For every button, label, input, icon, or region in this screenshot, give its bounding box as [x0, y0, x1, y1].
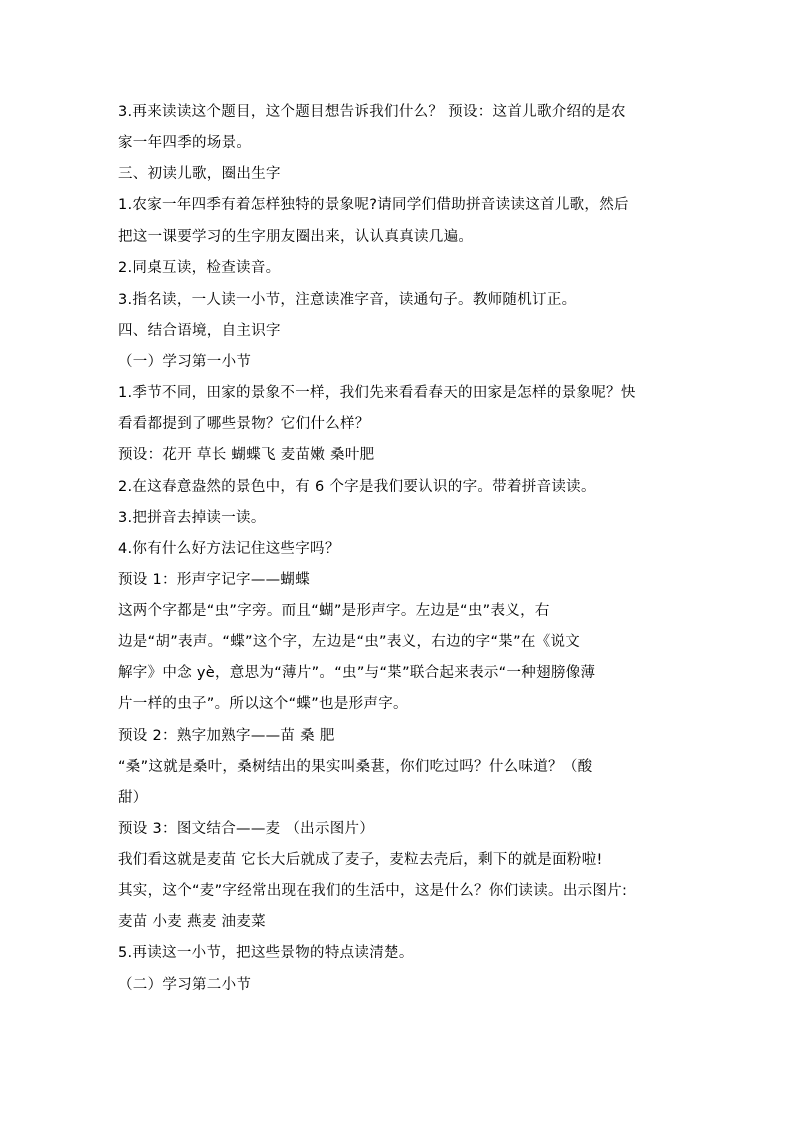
paragraph-line: 片一样的虫子”。所以这个“蝶”也是形声字。 — [118, 696, 408, 712]
paragraph-line: 边是“胡”表声。“蝶”这个字，左边是“虫”表义，右边的字“枼”在《说文 — [118, 634, 581, 650]
paragraph-line: 解字》中念 yè，意思为“薄片”。“虫”与“枼”联合起来表示“一种翅膀像薄 — [118, 665, 596, 681]
section-heading: 三、初读儿歌，圈出生字 — [118, 166, 281, 182]
paragraph-line: 1.农家一年四季有着怎样独特的景象呢?请同学们借助拼音读读这首儿歌，然后 — [118, 197, 629, 213]
section-heading: 四、结合语境，自主识字 — [118, 323, 281, 339]
paragraph-line: 麦苗 小麦 燕麦 油麦菜 — [118, 914, 266, 930]
paragraph-line: 2.同桌互读，检查读音。 — [118, 260, 281, 276]
paragraph-line: 看看都提到了哪些景物？它们什么样？ — [118, 416, 370, 432]
paragraph-line: 4.你有什么好方法记住这些字吗？ — [118, 541, 340, 557]
paragraph-line: 预设 2：熟字加熟字——苗 桑 肥 — [118, 728, 335, 744]
paragraph-line: 预设 1：形声字记字——蝴蝶 — [118, 572, 311, 588]
paragraph-line: 这两个字都是“虫”字旁。而且“蝴”是形声字。左边是“虫”表义，右 — [118, 603, 550, 619]
paragraph-line: 我们看这就是麦苗 它长大后就成了麦子，麦粒去壳后，剩下的就是面粉啦! — [118, 852, 603, 868]
paragraph-line: 3.再来读读这个题目，这个题目想告诉我们什么？ 预设：这首儿歌介绍的是农 — [118, 104, 626, 120]
paragraph-line: 其实，这个“麦”字经常出现在我们的生活中，这是什么？你们读读。出示图片: — [118, 883, 628, 899]
paragraph-line: “桑”这就是桑叶，桑树结出的果实叫桑葚，你们吃过吗？什么味道？（酸 — [118, 759, 593, 775]
paragraph-line: 3.把拼音去掉读一读。 — [118, 510, 266, 526]
subsection-heading: （二）学习第二小节 — [118, 977, 252, 993]
paragraph-line: 预设 3：图文结合——麦 （出示图片） — [118, 821, 375, 837]
paragraph-line: 2.在这春意盎然的景色中，有 6 个字是我们要认识的字。带着拼音读读。 — [118, 479, 596, 495]
paragraph-line: 把这一课要学习的生字朋友圈出来，认认真真读几遍。 — [118, 229, 474, 245]
paragraph-line: 甜） — [118, 790, 148, 806]
subsection-heading: （一）学习第一小节 — [118, 354, 252, 370]
paragraph-line: 1.季节不同，田家的景象不一样，我们先来看看春天的田家是怎样的景象呢？快 — [118, 385, 636, 401]
paragraph-line: 预设：花开 草长 蝴蝶飞 麦苗嫩 桑叶肥 — [118, 447, 375, 463]
paragraph-line: 3.指名读，一人读一小节，注意读准字音，读通句子。教师随机订正。 — [118, 292, 577, 308]
paragraph-line: 5.再读这一小节，把这些景物的特点读清楚。 — [118, 945, 414, 961]
paragraph-line: 家一年四季的场景。 — [118, 135, 252, 151]
